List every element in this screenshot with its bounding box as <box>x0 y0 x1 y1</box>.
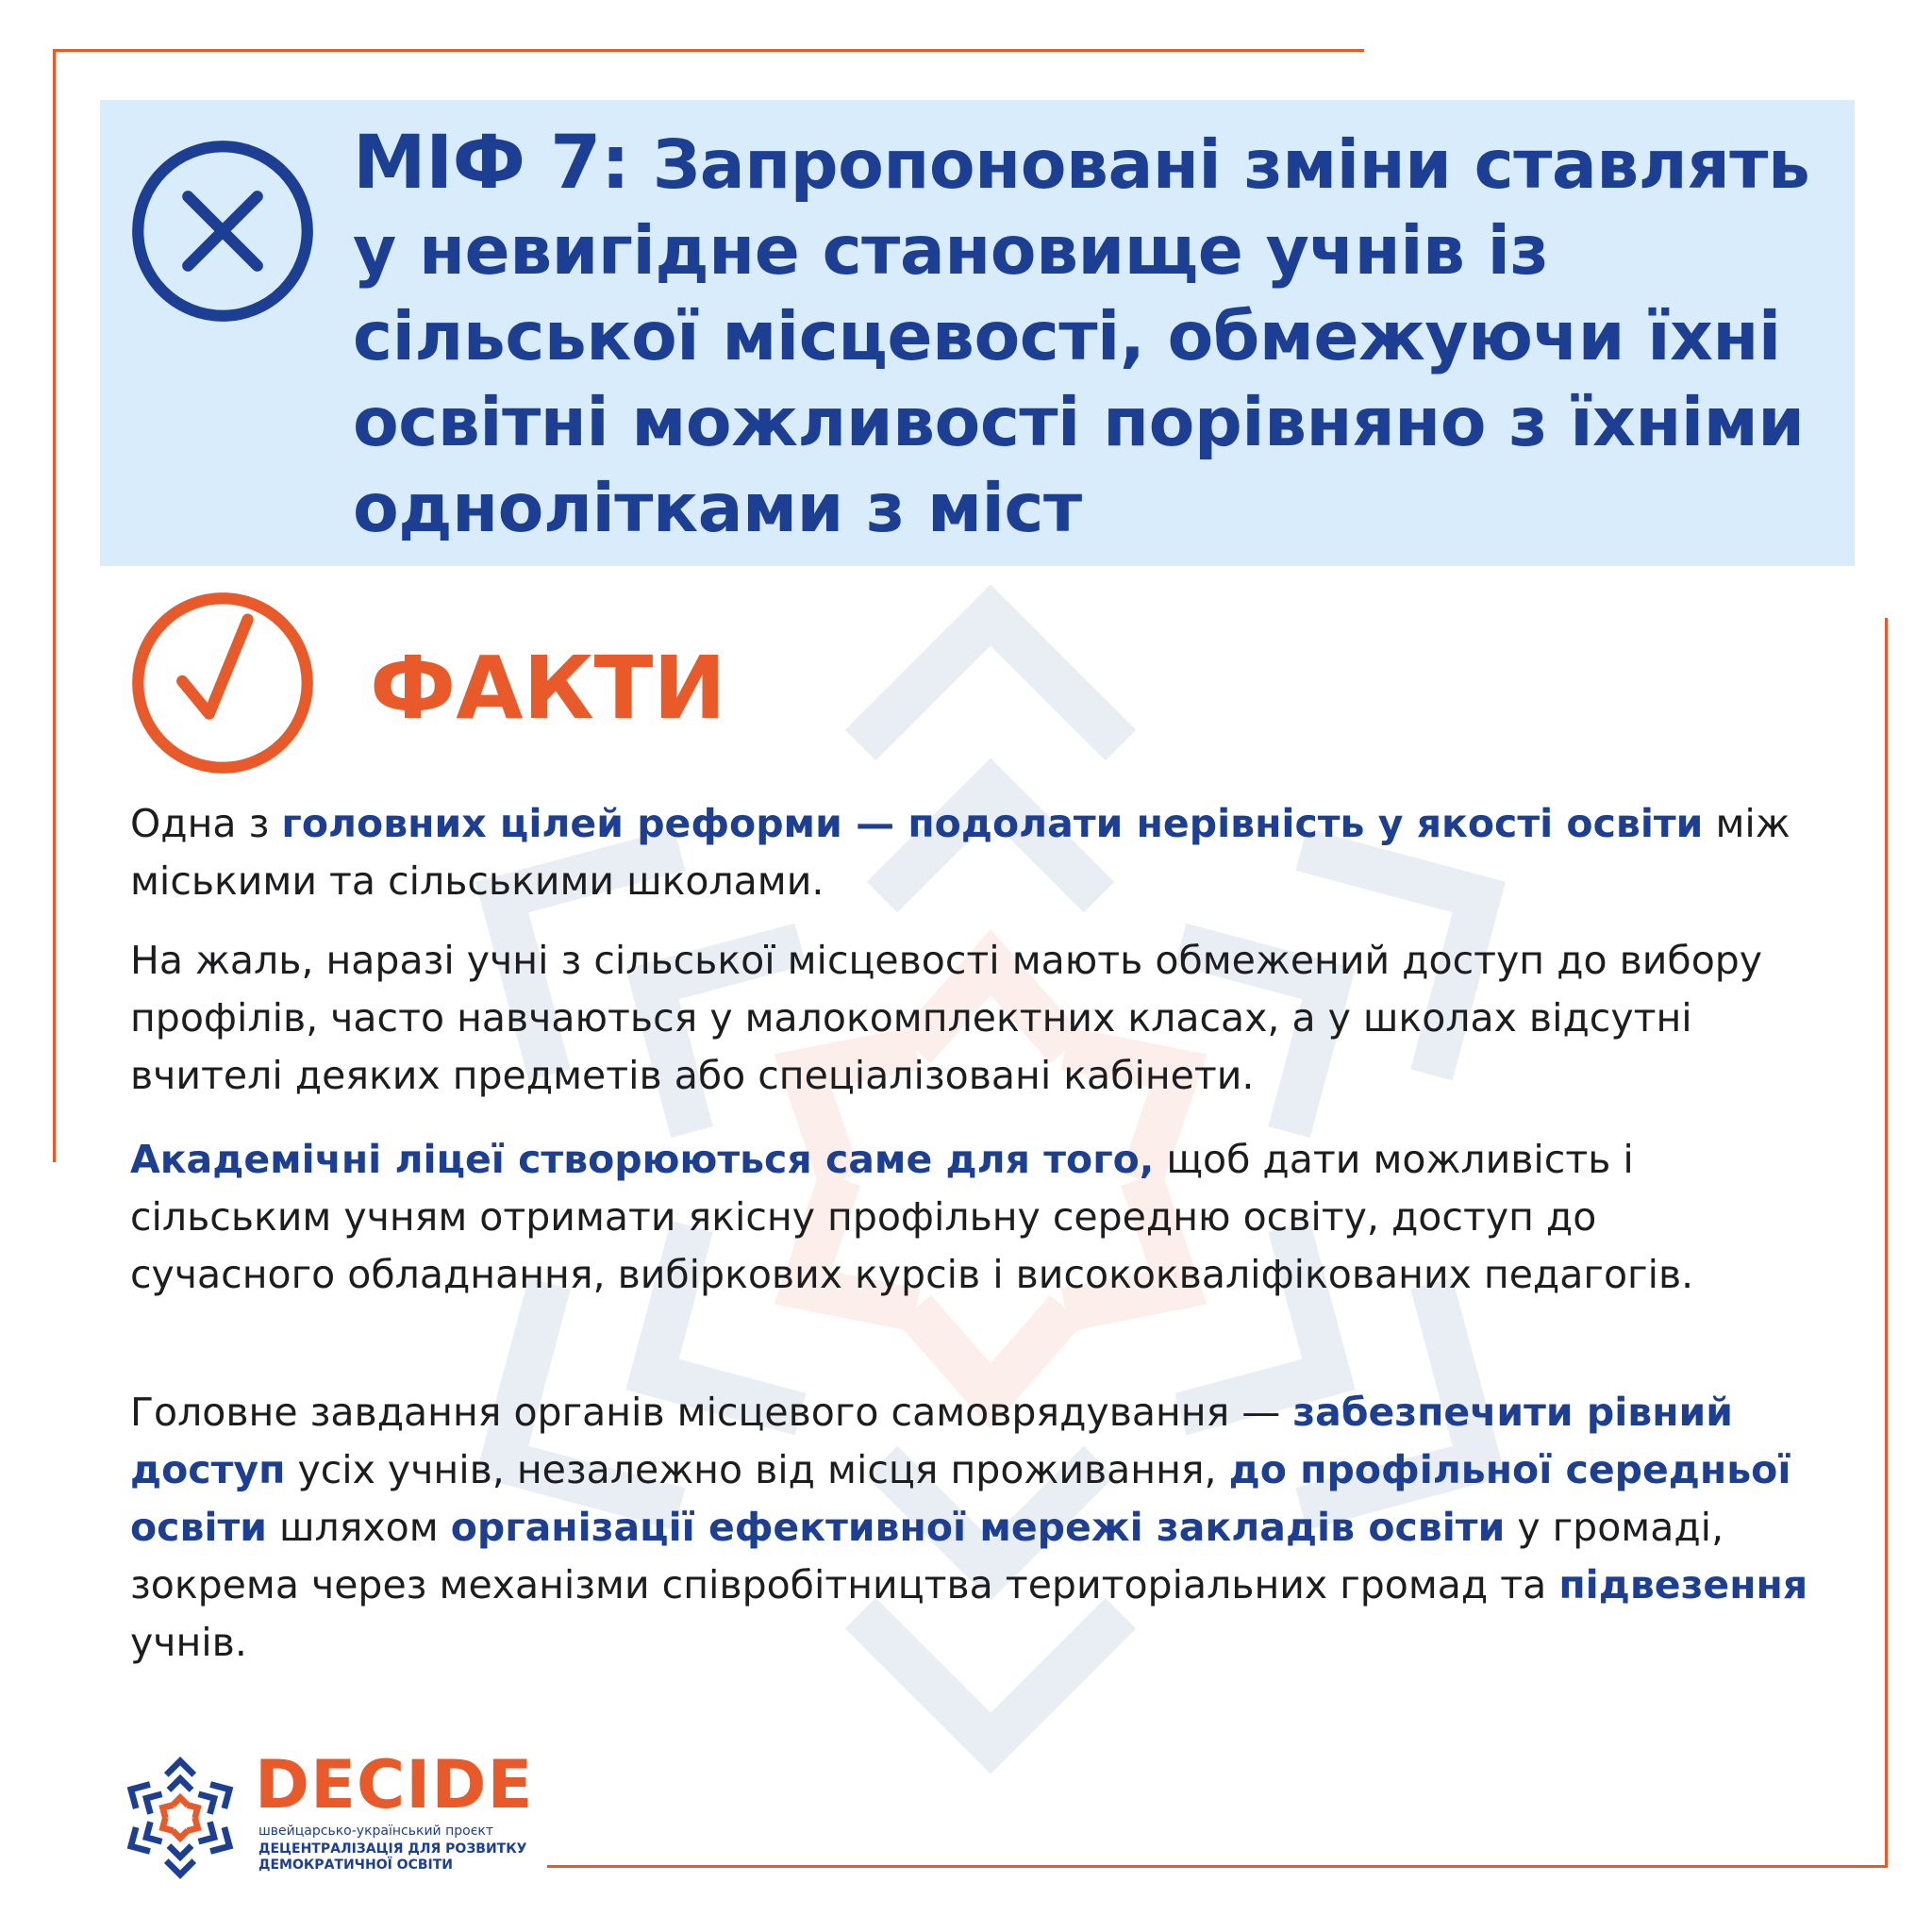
logo-project-name <box>258 1841 526 1874</box>
logo-wordmark: DECIDE <box>255 1746 534 1824</box>
highlight-segment: Академічні ліцеї створюються саме для того, <box>130 1137 1155 1182</box>
myth-statement <box>353 121 1834 551</box>
myth-body: Запропоновані зміни ставлять у невигідне становище учнів із сільської місцевості, обмежуючи їхні освітні можливості порівняно з їхніми однолітками з міст <box>353 125 1810 547</box>
text-segment: Одна з <box>130 801 282 846</box>
highlight-segment: до профільної середньої освіти <box>130 1447 1791 1550</box>
text-segment: усіх учнів, незалежно від місця проживання, <box>285 1447 1229 1492</box>
text-segment: Головне завдання органів місцевого самоврядування — <box>130 1390 1293 1435</box>
logo-subtitle: швейцарсько-український проєкт <box>258 1824 493 1839</box>
facts-paragraph-3 <box>130 1131 1809 1304</box>
facts-heading: ФАКТИ <box>370 638 726 739</box>
circle-check-icon <box>126 587 319 779</box>
logo-project-line-2: ДЕМОКРАТИЧНОЇ ОСВІТИ <box>258 1857 454 1873</box>
frame-right-line <box>1885 618 1888 1868</box>
highlight-segment: підвезення <box>1558 1562 1808 1607</box>
frame-bottom-line <box>547 1865 1888 1868</box>
text-segment: між міськими та сільськими школами. <box>130 801 1790 904</box>
circle-x-icon <box>126 135 319 327</box>
highlight-segment: організації ефективної мережі закладів освіти <box>450 1505 1506 1550</box>
frame-top-line <box>53 49 1364 52</box>
facts-paragraph-1 <box>130 795 1809 910</box>
facts-paragraph-4 <box>130 1384 1809 1672</box>
logo-project-line-1: ДЕЦЕНТРАЛІЗАЦІЯ ДЛЯ РОЗВИТКУ <box>258 1841 527 1857</box>
facts-paragraph-2: На жаль, наразі учні з сільської місцевості мають обмежений доступ до вибору профілів, часто навчаються у малокомплектних класах, а у школах відсутні вчителі деяких предметів або спеціалізовані кабінети. <box>130 938 1763 1098</box>
text-segment: шляхом <box>266 1505 451 1550</box>
myth-label: МІФ 7: <box>353 121 630 206</box>
highlight-segment: головних цілей реформи — подолати нерівність у якості освіти <box>281 801 1704 846</box>
snowflake-logo-icon <box>117 1755 243 1881</box>
highlight-segment: забезпечити рівний доступ <box>130 1390 1733 1492</box>
frame-left-line <box>53 49 56 1162</box>
text-segment: учнів. <box>130 1620 247 1665</box>
text-segment: у громаді, зокрема через механізми співробітництва територіальних громад та <box>130 1505 1724 1607</box>
text-segment: щоб дати можливість і сільським учням отримати якісну профільну середню освіту, доступ до сучасного обладнання, вибіркових курсів і висококваліфікованих педагогів. <box>130 1137 1694 1297</box>
